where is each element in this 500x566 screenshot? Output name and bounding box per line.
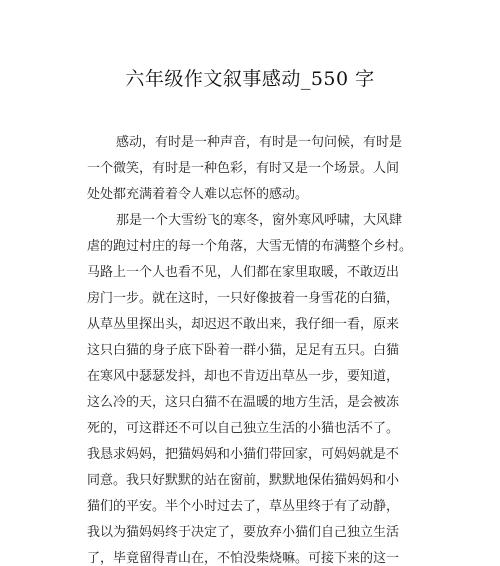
paragraph-2-line-8: 这么冷的天，这只白猫不在温暖的地方生活，是会被冻 (87, 395, 400, 410)
paragraph-2-line-12: 猫们的平安。半个小时过去了，草丛里终于有了动静， (87, 499, 400, 514)
paragraph-2-line-1: 那是一个大雪纷飞的寒冬，窗外寒风呼啸，大风肆 (116, 213, 403, 228)
paragraph-2-line-14: 了，毕竟留得青山在，不怕没柴烧嘛。可接下来的这一 (87, 551, 400, 566)
paragraph-2-line-10: 我恳求妈妈，把猫妈妈和小猫们带回家，可妈妈就是不 (87, 447, 400, 462)
paragraph-2-line-4: 房门一步。就在这时，一只好像披着一身雪花的白猫， (87, 291, 400, 306)
paragraph-2-line-3: 马路上一个人也看不见，人们都在家里取暖，不敢迈出 (87, 265, 400, 280)
paragraph-2-line-7: 在寒风中瑟瑟发抖，却也不肯迈出草丛一步，要知道， (87, 369, 400, 384)
paragraph-2-line-5: 从草丛里探出头，却迟迟不敢出来，我仔细一看，原来 (87, 317, 400, 332)
paragraph-2-line-11: 同意。我只好默默的站在窗前，默默地保佑猫妈妈和小 (87, 473, 400, 488)
paragraph-2-line-2: 虐的跑过村庄的每一个角落，大雪无情的布满整个乡村。 (87, 239, 413, 254)
document-body (87, 130, 417, 566)
paragraph-1-line-3: 处处都充满着着令人难以忘怀的感动。 (87, 187, 309, 202)
document-title: 六年级作文叙事感动_550 字 (125, 68, 375, 90)
paragraph-2-line-13: 我以为猫妈妈终于决定了，要放弃小猫们自己独立生活 (87, 525, 400, 540)
paragraph-1-line-1: 感动，有时是一种声音，有时是一句问候，有时是 (116, 135, 403, 150)
paragraph-2-line-9: 死的，可这群还不可以自己独立生活的小猫也活不了。 (87, 421, 400, 436)
paragraph-2-line-6: 这只白猫的身子底下卧着一群小猫，足足有五只。白猫 (87, 343, 400, 358)
paragraph-1-line-2: 一个微笑，有时是一种色彩，有时又是一个场景。人间 (87, 161, 400, 176)
